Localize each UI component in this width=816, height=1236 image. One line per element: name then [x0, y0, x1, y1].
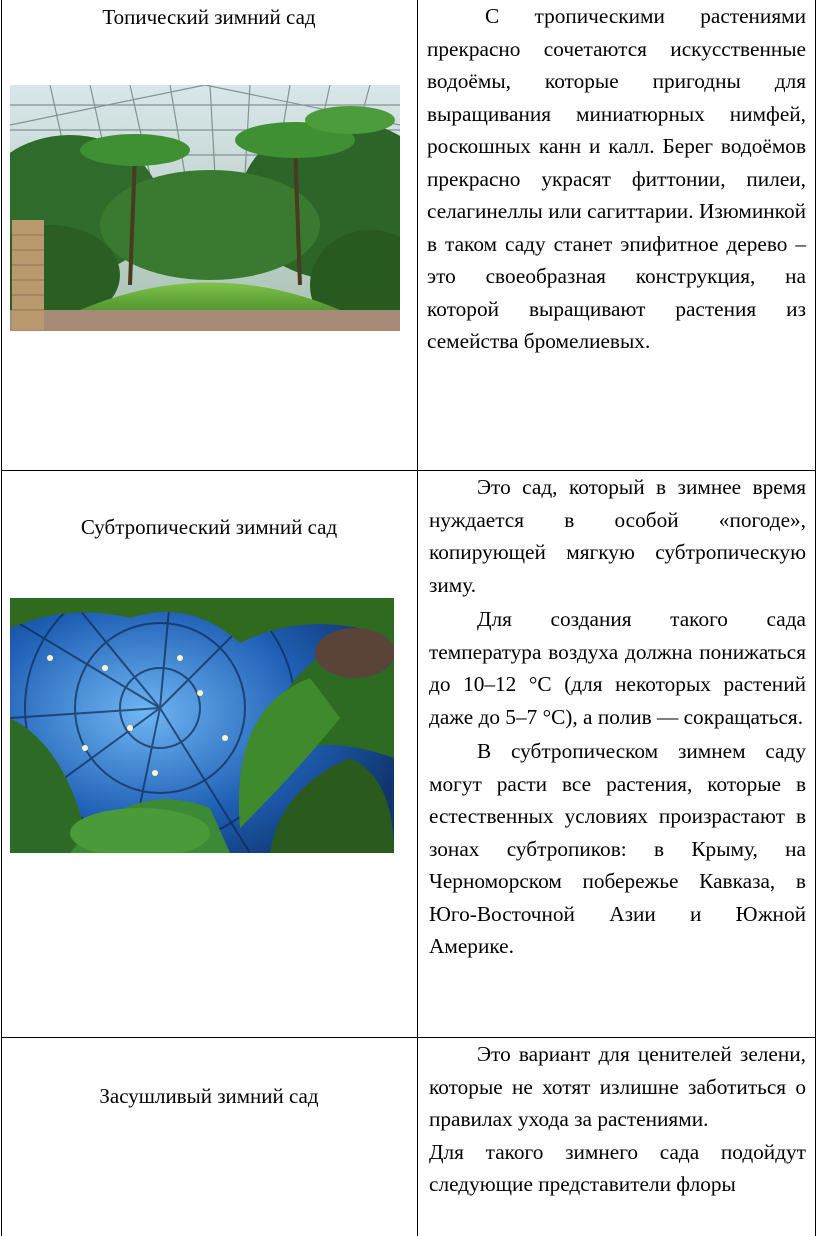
paragraph: Это вариант для ценителей зелени, которые не хотят излишне заботиться о правилах ухода за растениями. [429, 1042, 806, 1131]
row-text-tropical [427, 0, 806, 358]
paragraph: Для такого зимнего сада подойдут следующие представители флоры [429, 1139, 806, 1196]
row-title-tropical: Топический зимний сад [102, 5, 316, 29]
paragraph: Это сад, который в зимнее время нуждается в особой «погоде», копирующей мягкую субтропическую зиму. [429, 475, 806, 597]
row-text-arid [429, 1038, 806, 1201]
paragraph: В субтропическом зимнем саду могут расти все растения, которые в естественных условиях произрастают в зонах субтропиков: в Крыму, на Черноморском побережье Кавказа, в Юго-Восточной Азии и Южной Америке. [429, 739, 806, 958]
subtropical-glass-dome-photo [10, 598, 394, 853]
row-text-subtropical [429, 471, 806, 963]
paragraph: С тропическими растениями прекрасно сочетаются искусственные водоёмы, которые пригодны для выращивания миниатюрных нимфей, роскошных канн и калл. Берег водоёмов прекрасно украсят фиттонии, пилеи, селагинеллы или сагиттарии. Изюминкой в таком саду станет эпифитное дерево – это своеобразная конструкция, на которой выращивают растения из семейства бромелиевых. [427, 4, 806, 353]
row-title-arid: Засушливый зимний сад [99, 1084, 319, 1108]
table-border-left [1, 0, 2, 1236]
row-title-subtropical: Субтропический зимний сад [80, 515, 338, 539]
paragraph: Для создания такого сада температура воздуха должна понижаться до 10–12 °С (для некоторых растений даже до 5–7 °С), а полив — сокращаться. [429, 607, 806, 729]
tropical-greenhouse-photo [10, 85, 400, 331]
table-border-middle [417, 0, 418, 1236]
